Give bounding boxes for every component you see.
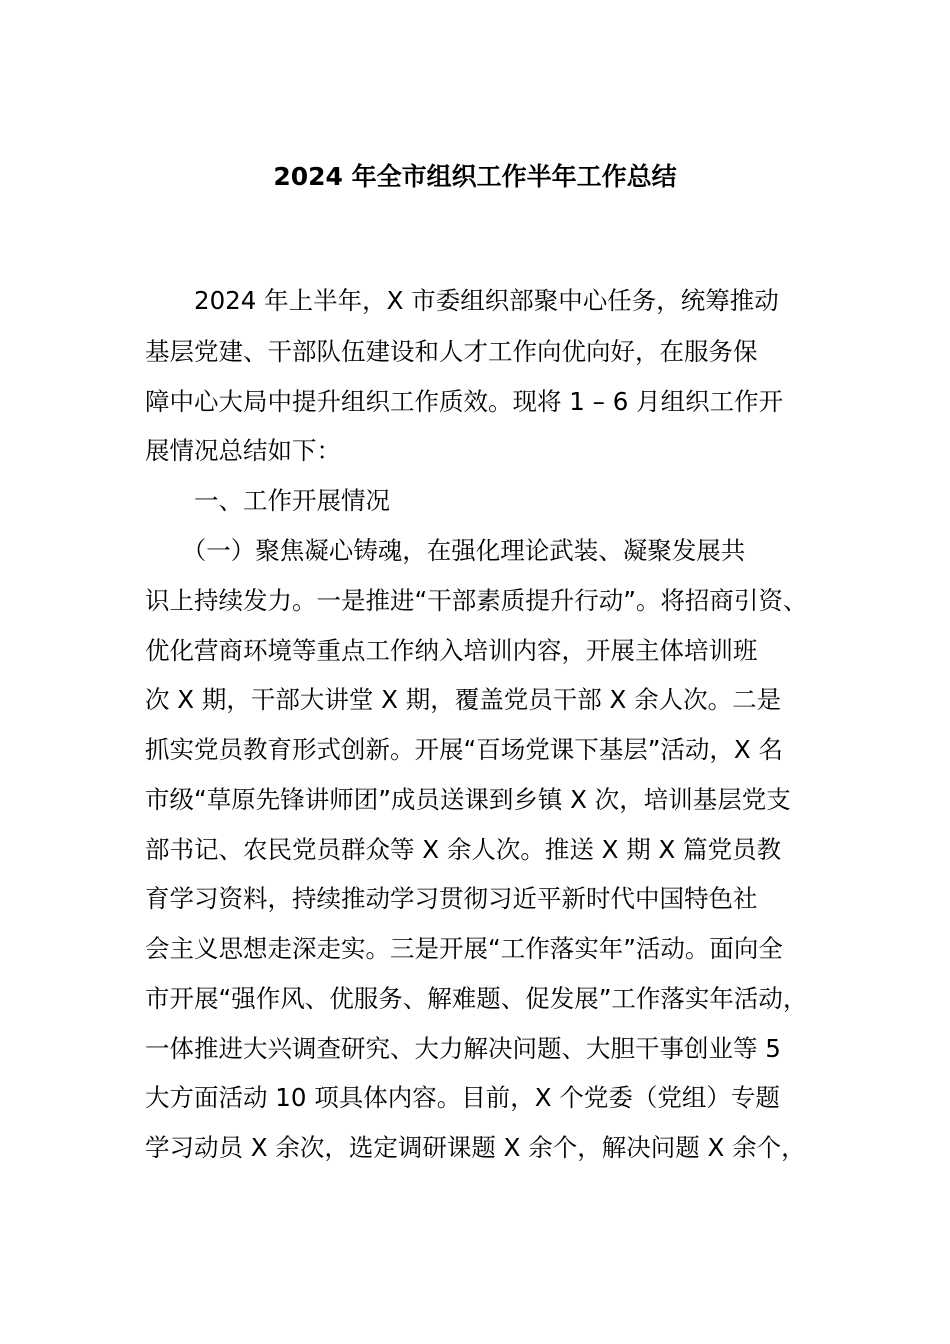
body-line: 抓实党员教育形式创新。开展“百场党课下基层”活动，X 名	[145, 735, 783, 764]
body-line: 障中心大局中提升组织工作质效。现将 1 – 6 月组织工作开	[145, 387, 784, 416]
body-line: 展情况总结如下：	[145, 436, 341, 465]
body-line: 市级“草原先锋讲师团”成员送课到乡镇 X 次，培训基层党支	[145, 785, 791, 814]
body-line: 一体推进大兴调查研究、大力解决问题、大胆干事创业等 5	[145, 1034, 781, 1063]
body-line: 次 X 期，干部大讲堂 X 期，覆盖党员干部 X 余人次。二是	[145, 685, 782, 714]
body-line: 部书记、农民党员群众等 X 余人次。推送 X 期 X 篇党员教	[145, 835, 782, 864]
body-line: 基层党建、干部队伍建设和人才工作向优向好，在服务保	[145, 337, 758, 366]
body-line: 优化营商环境等重点工作纳入培训内容，开展主体培训班	[145, 636, 758, 665]
body-line: 育学习资料，持续推动学习贯彻习近平新时代中国特色社	[145, 884, 758, 913]
body-line: 学习动员 X 余次，选定调研课题 X 余个，解决问题 X 余个，	[145, 1133, 806, 1162]
body-line: 市开展“强作风、优服务、解难题、促发展”工作落实年活动，	[145, 984, 808, 1013]
body-line: 大方面活动 10 项具体内容。目前，X 个党委（党组）专题	[145, 1083, 780, 1112]
body-line: 2024 年上半年，X 市委组织部聚中心任务，统筹推动	[145, 286, 779, 315]
body-line: （一）聚焦凝心铸魂，在强化理论武装、凝聚发展共	[145, 536, 746, 565]
body-line: 识上持续发力。一是推进“干部素质提升行动”。将招商引资、	[145, 586, 808, 615]
section-heading: 一、工作开展情况	[145, 486, 390, 515]
document-title: 2024 年全市组织工作半年工作总结	[273, 162, 677, 191]
body-line: 会主义思想走深走实。三是开展“工作落实年”活动。面向全	[145, 934, 783, 963]
